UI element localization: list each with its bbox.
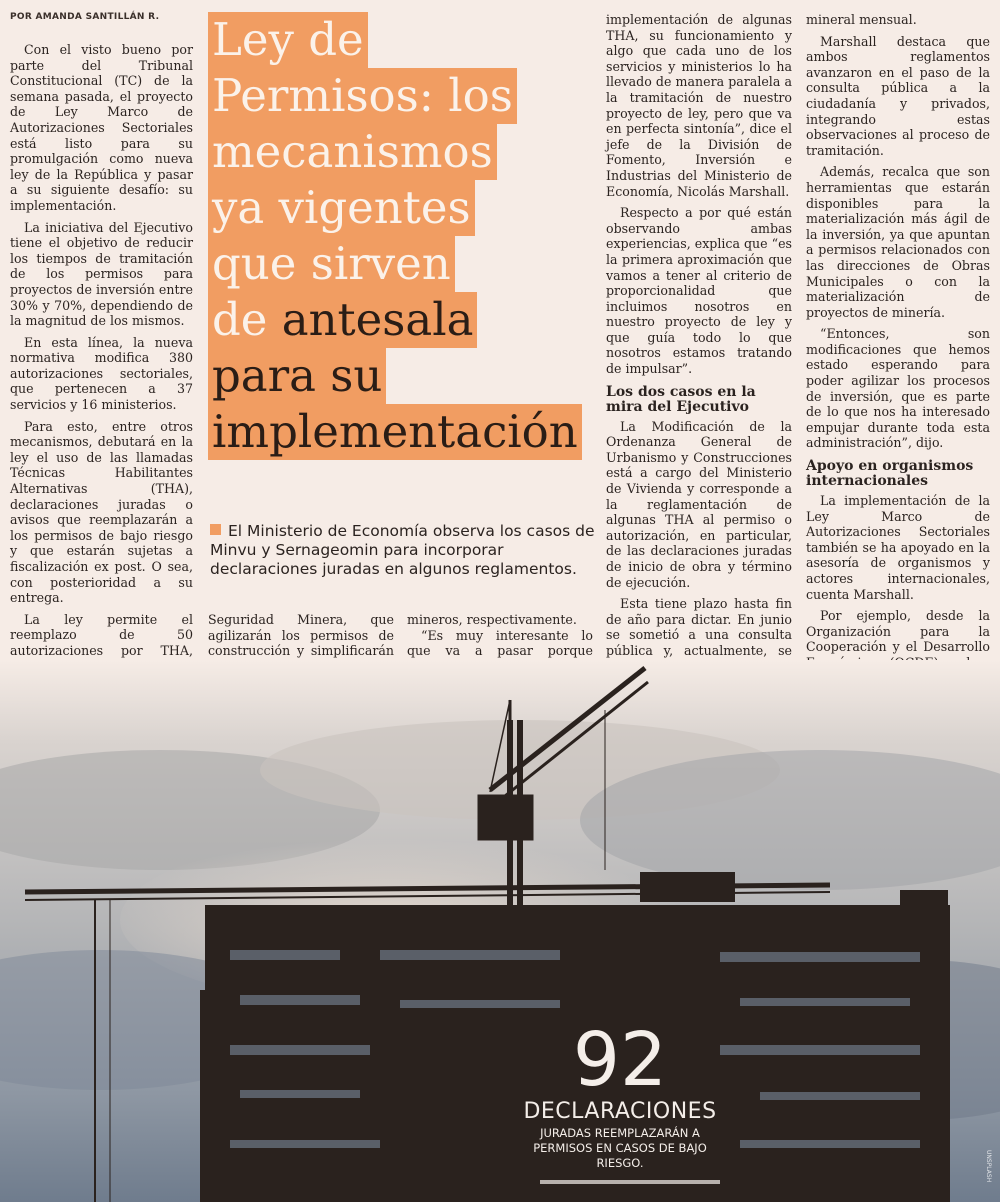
paragraph: Seguridad Minera, que agilizarán los permisos de construcción y simplificarán — [208, 612, 394, 659]
headline-line: para su — [208, 348, 386, 404]
photo-credit: UNSPLASH — [985, 1150, 992, 1183]
paragraph: Además, recalca que son herramientas que estarán disponibles para la materialización más ágil de la inversión, ya que apuntan a permisos relacionados con las direcciones de Obras Municipales o con la materialización de proyectos de minería. — [806, 164, 990, 320]
stat-callout — [520, 1017, 720, 1171]
paragraph: Con el visto bueno por parte del Tribunal Constitucional (TC) de la semana pasada, el proyecto de Ley Marco de Autorizaciones Sectoriales está listo para su promulgación como nueva ley de la República y pasar a su siguiente desafío: su implementación. — [10, 42, 193, 213]
construction-photo — [0, 660, 1000, 1202]
paragraph: “Es muy interesante lo que va a pasar porque — [407, 627, 593, 659]
paragraph: Por ejemplo, desde la Organización para la Cooperación y el Desarrollo — [806, 608, 990, 655]
paragraph: mineros, respectivamente. — [407, 612, 577, 627]
subhead: Apoyo en organismos internacionales — [806, 458, 974, 490]
headline-line: ya vigentes — [208, 180, 475, 236]
paragraph: La iniciativa del Ejecutivo tiene el objetivo de reducir los tiempos de tramitación de los permisos para proyectos de inversión entre 30% y 70%, dependiendo de la magnitud de los mismos. — [10, 219, 193, 329]
headline-line: Permisos: los — [208, 68, 517, 124]
paragraph: Para esto, entre otros mecanismos, debutará en la ley el uso de las llamadas Técnicas Habilitantes Alternativas (THA), declaraciones juradas o avisos que reemplazarán a los permisos de bajo riesgo y que estarán sujetas a fiscalización ex post. O sea, con posterioridad a su entrega. — [10, 418, 193, 606]
headline-word: antesala — [281, 293, 474, 346]
byline: POR AMANDA SANTILLÁN R. — [10, 12, 160, 22]
stat-subtext: JURADAS REEMPLAZARÁN A PERMISOS EN CASOS DE BAJO RIESGO. — [533, 1126, 707, 1170]
subhead: Los dos casos en la mira del Ejecutivo — [606, 383, 756, 415]
construction-silhouette-image — [0, 660, 1000, 1202]
paragraph: mineral mensual. — [806, 12, 917, 27]
headline-line: implementación — [208, 404, 582, 460]
deck-text: El Ministerio de Economía observa los casos de Minvu y Sernageomin para incorporar declaraciones juradas en algunos reglamentos. — [210, 522, 595, 578]
paragraph: La ley permite el reemplazo de 50 autorizaciones por THA, — [10, 611, 193, 658]
paragraph: Esta tiene plazo hasta fin de año para dictar. En junio se sometió a una consulta pública y, actualmente, se — [606, 596, 792, 658]
headline-line: Ley de — [208, 12, 368, 68]
deck — [210, 522, 595, 579]
headline-word: de — [212, 293, 282, 346]
paragraph: La Modificación de la Ordenanza General de Urbanismo y Construcciones está a cargo del Ministerio de Vivienda y corresponde a la reglamentación de algunas THA al permiso o autorización, en particular, de las declaraciones juradas de inicio de obra y término de ejecución. — [606, 418, 792, 590]
stat-number: 92 — [572, 1017, 668, 1103]
paragraph: La implementación de la Ley Marco de Autorizaciones Sectoriales también se ha apoyado en la asesoría de organismos y actores internacionales, cuenta Marshall. — [806, 493, 990, 602]
paragraph: Marshall destaca que ambos reglamentos avanzaron en el paso de la consulta pública a la ciudadanía y privados, integrando estas observaciones al proceso de tramitación. — [806, 33, 990, 158]
paragraph: En esta línea, la nueva normativa modifica 380 autorizaciones sectoriales, que pertenecen a 37 servicios y 16 ministerios. — [10, 334, 193, 413]
headline-line: mecanismos — [208, 124, 497, 180]
square-bullet-icon — [210, 524, 221, 535]
paragraph: implementación de algunas THA, su funcionamiento y algo que cada uno de los servicios y ministerios lo ha llevado de manera paralela a la tramitación de nuestro proyecto de ley, pero que va en perfecta sintonía”, dice el jefe de la División de Fomento, Inversión e Industrias del Ministerio de Economía, Nicolás Marshall. — [606, 12, 792, 199]
headline-line: que sirven — [208, 236, 455, 292]
headline — [208, 12, 598, 460]
headline-line — [208, 292, 477, 348]
paragraph: Respecto a por qué están observando ambas experiencias, explica que “es la primera aproximación que vamos a tener al criterio de proporcionalidad que incluimos nosotros en nuestro proyecto de ley y que guía todo lo que nosotros estamos tratando de impulsar”. — [606, 205, 792, 377]
paragraph: “Entonces, son modificaciones que hemos estado esperando para poder agilizar los procesos de inversión, que es parte de lo que nos ha interesado empujar durante toda esta administración”, dijo. — [806, 326, 990, 451]
stat-label: DECLARACIONES — [523, 1099, 717, 1124]
